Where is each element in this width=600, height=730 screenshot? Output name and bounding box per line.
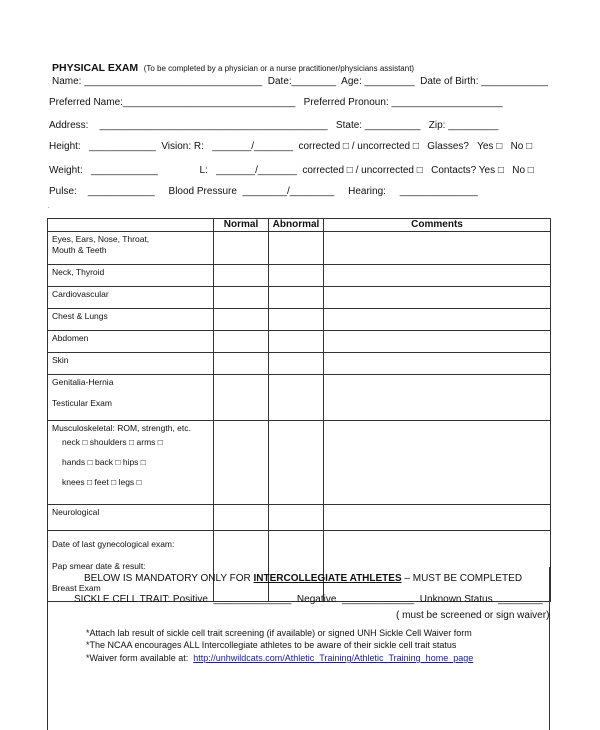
cell-comments[interactable] — [324, 421, 551, 505]
cell-comments[interactable] — [324, 505, 551, 531]
waiver-link[interactable]: http://unhwildcats.com/Athletic_Training/Athletic_Training_home_page — [193, 653, 474, 663]
name-line[interactable]: Name: ________________________________ Date:________ Age: _________ Date of Birth: ____________ — [52, 76, 548, 87]
cell-abnormal[interactable] — [269, 232, 324, 265]
header-abnormal: Abnormal — [269, 219, 324, 232]
note-waiver: *Waiver form available at: http://unhwildcats.com/Athletic_Training/Athletic_Training_home_page — [86, 653, 474, 663]
row-label-chest: Chest & Lungs — [48, 309, 214, 331]
cell-comments[interactable] — [324, 287, 551, 309]
cell-normal[interactable] — [214, 353, 269, 375]
row-label-gynecological: Date of last gynecological exam: Pap smear date & result: Breast Exam — [48, 531, 214, 602]
screening-note: ( must be screened or sign waiver) — [396, 610, 550, 621]
cell-abnormal[interactable] — [269, 353, 324, 375]
cell-abnormal[interactable] — [269, 375, 324, 421]
header-normal: Normal — [214, 219, 269, 232]
cell-comments[interactable] — [324, 309, 551, 331]
cell-comments[interactable] — [324, 375, 551, 421]
row-label-eent: Eyes, Ears, Nose, Throat, Mouth & Teeth — [48, 232, 214, 265]
cell-abnormal[interactable] — [269, 505, 324, 531]
preferred-name-line[interactable]: Preferred Name:_______________________________ Preferred Pronoun: ____________________ — [49, 97, 503, 108]
bullet-dot: . — [48, 204, 50, 210]
cell-comments[interactable] — [324, 232, 551, 265]
row-label-genitalia: Genitalia-Hernia Testicular Exam — [48, 375, 214, 421]
row-label-skin: Skin — [48, 353, 214, 375]
row-label-abdomen: Abdomen — [48, 331, 214, 353]
cell-comments[interactable] — [324, 331, 551, 353]
note-attach-lab: *Attach lab result of sickle cell trait screening (if available) or signed UNH Sickle Cell Waiver form — [86, 628, 472, 638]
note-ncaa: *The NCAA encourages ALL Intercollegiate athletes to be aware of their sickle cell trait status — [86, 640, 457, 650]
row-label-neck: Neck, Thyroid — [48, 265, 214, 287]
cell-normal[interactable] — [214, 375, 269, 421]
cell-normal[interactable] — [214, 505, 269, 531]
cell-normal[interactable] — [214, 287, 269, 309]
cell-abnormal[interactable] — [269, 331, 324, 353]
header-comments: Comments — [324, 219, 551, 232]
cell-comments[interactable] — [324, 265, 551, 287]
cell-normal[interactable] — [214, 421, 269, 505]
cell-abnormal[interactable] — [269, 421, 324, 505]
row-label-neurological: Neurological — [48, 505, 214, 531]
header-blank — [48, 219, 214, 232]
cell-normal[interactable] — [214, 331, 269, 353]
row-label-musculoskeletal: Musculoskeletal: ROM, strength, etc. neck □ shoulders □ arms □ hands □ back □ hips □ knees □ feet □ legs □ — [48, 421, 214, 505]
mandatory-notice: BELOW IS MANDATORY ONLY FOR INTERCOLLEGIATE ATHLETES – MUST BE COMPLETED — [84, 573, 523, 584]
cell-abnormal[interactable] — [269, 265, 324, 287]
address-line[interactable]: Address: _________________________________________ State: __________ Zip: _________ — [49, 120, 499, 131]
cell-abnormal[interactable] — [269, 309, 324, 331]
cell-normal[interactable] — [214, 309, 269, 331]
exam-table — [47, 218, 551, 602]
cell-abnormal[interactable] — [269, 287, 324, 309]
height-line[interactable]: Height: ____________ Vision: R: _______/_______ corrected □ / uncorrected □ Glasses? Yes □ No □ — [49, 141, 533, 152]
cell-comments[interactable] — [324, 353, 551, 375]
cell-normal[interactable] — [214, 265, 269, 287]
sickle-cell-trait-line[interactable]: SICKLE CELL TRAIT: Positive ______________ Negative _____________ Unknown Status ________ — [74, 594, 543, 605]
pulse-line[interactable]: Pulse: ____________ Blood Pressure ________/________ Hearing: ______________ — [49, 186, 478, 197]
weight-line[interactable]: Weight: ____________ L: _______/_______ corrected □ / uncorrected □ Contacts? Yes □ No □ — [49, 165, 534, 176]
cell-normal[interactable] — [214, 232, 269, 265]
row-label-cardiovascular: Cardiovascular — [48, 287, 214, 309]
form-heading: PHYSICAL EXAM (To be completed by a physician or a nurse practitioner/physicians assistant) — [52, 62, 415, 74]
